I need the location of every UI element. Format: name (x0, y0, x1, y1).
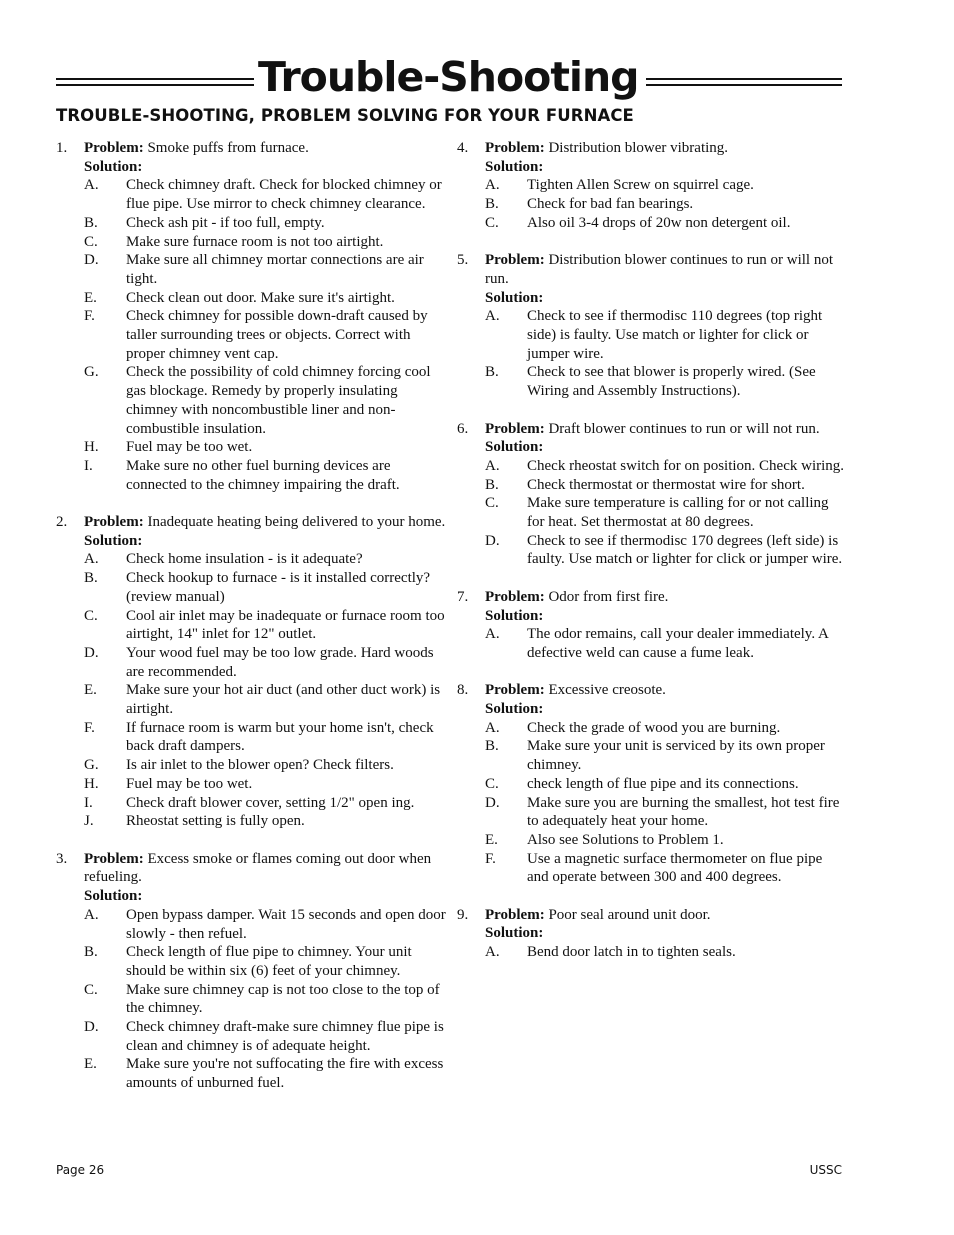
solution-item (56, 289, 446, 308)
solution-text: check length of flue pipe and its connections. (527, 775, 799, 792)
solution-item (56, 457, 446, 494)
solution-letter: C. (84, 981, 98, 998)
problem-block (56, 513, 446, 831)
problem-label: Problem: (84, 514, 144, 531)
problem-line (457, 588, 847, 607)
solution-label: Solution: (485, 158, 544, 175)
problem-number: 6. (457, 420, 469, 437)
solution-text: Make sure all chimney mortar connections are air tight. (126, 252, 424, 287)
solution-item (457, 363, 847, 400)
problem-label: Problem: (485, 588, 545, 605)
problem-number: 5. (457, 252, 469, 269)
solution-text: Check to see that blower is properly wired. (See Wiring and Assembly Instructions). (527, 364, 816, 400)
solution-text: Is air inlet to the blower open? Check filters. (126, 757, 394, 774)
solution-text: Check chimney for possible down-draft caused by taller surrounding trees or objects. Correct with proper chimney vent cap. (126, 308, 428, 362)
solution-item (56, 214, 446, 233)
problem-block (457, 681, 847, 887)
solution-item (56, 569, 446, 606)
solution-item (56, 1018, 446, 1055)
solution-text: Check draft blower cover, setting 1/2" open ing. (126, 794, 415, 811)
page-title: Trouble-Shooting (258, 53, 639, 101)
problem-number: 2. (56, 514, 68, 531)
solution-text: Check the possibility of cold chimney forcing cool gas blockage. Remedy by properly insulating chimney with noncombustible liner and non- combustible insulation. (126, 364, 431, 437)
solution-text: Check thermostat or thermostat wire for short. (527, 476, 805, 493)
solution-text: Rheostat setting is fully open. (126, 813, 305, 830)
solution-letter: B. (485, 196, 499, 213)
solution-item (56, 775, 446, 794)
problem-text (56, 850, 446, 887)
solution-item (56, 176, 446, 213)
solution-label: Solution: (485, 607, 544, 624)
solution-text: Check chimney draft. Check for blocked chimney or flue pipe. Use mirror to check chimney clearance. (126, 177, 442, 213)
solution-letter: B. (84, 944, 98, 961)
problem-description: Poor seal around unit door. (548, 906, 711, 923)
solution-label: Solution: (84, 532, 143, 549)
solution-text: Tighten Allen Screw on squirrel cage. (527, 177, 754, 194)
problem-block (457, 420, 847, 570)
solution-text: The odor remains, call your dealer immediately. A defective weld can cause a fume leak. (527, 626, 829, 661)
section-heading: TROUBLE-SHOOTING, PROBLEM SOLVING FOR YOUR FURNACE (56, 106, 634, 125)
solution-text: Check to see if thermodisc 110 degrees (top right side) is faulty. Use match or lighter for click or jumper wire. (527, 308, 823, 362)
solution-text: Check hookup to furnace - is it installed correctly? (review manual) (126, 570, 431, 605)
solution-item (56, 251, 446, 288)
solution-item (457, 457, 847, 476)
solution-item (56, 644, 446, 681)
problem-line (457, 139, 847, 158)
solution-item (56, 812, 446, 831)
solution-letter: A. (485, 944, 500, 961)
problem-label: Problem: (485, 420, 545, 437)
solution-item (56, 756, 446, 775)
solution-text: Use a magnetic surface thermometer on flue pipe and operate between 300 and 400 degrees. (527, 850, 823, 886)
solution-item (56, 681, 446, 718)
publisher-mark: USSC (809, 1163, 842, 1177)
solution-letter: A. (84, 177, 99, 194)
right-column (457, 139, 847, 981)
solution-text: Check for bad fan bearings. (527, 196, 694, 213)
problem-number: 9. (457, 906, 469, 923)
problem-text (457, 906, 847, 925)
solution-letter: D. (485, 794, 500, 811)
page-number: Page 26 (56, 1163, 105, 1177)
solution-letter: I. (84, 457, 93, 474)
solution-letter: A. (485, 457, 500, 474)
problem-text (56, 513, 446, 532)
problem-text (457, 420, 847, 439)
problem-description: Excess smoke or flames coming out door when refueling. (84, 850, 432, 886)
solution-text: Make sure your hot air duct (and other duct work) is airtight. (126, 682, 441, 718)
solution-text: Your wood fuel may be too low grade. Hard woods are recommended. (126, 644, 434, 680)
solution-text: Check rheostat switch for on position. Check wiring. (527, 457, 845, 474)
solution-letter: E. (84, 682, 97, 699)
solution-label: Solution: (84, 158, 143, 175)
problem-block (457, 139, 847, 233)
problem-label: Problem: (485, 906, 545, 923)
solution-text: If furnace room is warm but your home isn't, check back draft dampers. (126, 719, 434, 755)
solution-letter: A. (485, 626, 500, 643)
solution-letter: C. (485, 495, 499, 512)
solution-text: Make sure temperature is calling for or not calling for heat. Set thermostat at 80 degrees. (527, 495, 829, 531)
problem-label: Problem: (485, 682, 545, 699)
solution-label: Solution: (84, 888, 143, 905)
solution-letter: C. (84, 607, 98, 624)
solution-text: Make sure no other fuel burning devices are connected to the chimney impairing the draft. (126, 457, 400, 493)
problem-label: Problem: (485, 252, 545, 269)
problem-text (457, 588, 847, 607)
solution-text: Check home insulation - is it adequate? (126, 551, 363, 568)
solution-item (457, 737, 847, 774)
problem-description: Excessive creosote. (548, 682, 666, 699)
problem-number: 8. (457, 682, 469, 699)
problem-description: Distribution blower continues to run or will not run. (485, 252, 834, 287)
problem-text (56, 139, 446, 158)
solution-text: Make sure you are burning the smallest, hot test fire to adequately heat your home. (527, 794, 840, 830)
solution-letter: E. (84, 289, 97, 306)
solution-letter: H. (84, 775, 99, 792)
solution-item (56, 906, 446, 943)
solution-letter: G. (84, 364, 99, 381)
solution-item (56, 1055, 446, 1092)
problem-line (56, 850, 446, 887)
solution-item (56, 233, 446, 252)
solution-letter: B. (84, 570, 98, 587)
solution-letter: F. (84, 719, 95, 736)
solution-text: Check length of flue pipe to chimney. Your unit should be within six (6) feet of your chimney. (126, 944, 412, 979)
solution-item (56, 363, 446, 438)
solution-item (56, 550, 446, 569)
solution-text: Also oil 3-4 drops of 20w non detergent oil. (527, 214, 791, 231)
solution-item (56, 438, 446, 457)
problem-line (457, 420, 847, 439)
problem-line (56, 513, 446, 532)
problem-text (457, 139, 847, 158)
solution-item (457, 214, 847, 233)
solution-item (457, 719, 847, 738)
problem-text (457, 681, 847, 700)
problem-line (457, 906, 847, 925)
solution-item (56, 607, 446, 644)
problem-description: Inadequate heating being delivered to your home. (147, 514, 446, 531)
problem-line (457, 681, 847, 700)
problem-line (457, 251, 847, 288)
solution-text: Open bypass damper. Wait 15 seconds and open door slowly - then refuel. (126, 906, 446, 942)
solution-letter: A. (84, 551, 99, 568)
solution-letter: B. (84, 214, 98, 231)
solution-letter: A. (485, 308, 500, 325)
problem-number: 3. (56, 850, 68, 867)
solution-letter: B. (485, 364, 499, 381)
solution-item (457, 476, 847, 495)
solution-label: Solution: (485, 701, 544, 718)
solution-letter: A. (84, 906, 99, 923)
solution-item (457, 195, 847, 214)
solution-label: Solution: (485, 289, 544, 306)
solution-letter: E. (84, 1056, 97, 1073)
problem-block (457, 251, 847, 401)
problem-label: Problem: (84, 850, 144, 867)
solution-letter: E. (485, 831, 498, 848)
solution-item (457, 625, 847, 662)
solution-letter: C. (84, 233, 98, 250)
solution-item (56, 794, 446, 813)
solution-letter: D. (84, 252, 99, 269)
solution-text: Check chimney draft-make sure chimney flue pipe is clean and chimney is of adequate height. (126, 1019, 444, 1054)
solution-letter: G. (84, 757, 99, 774)
solution-item (457, 775, 847, 794)
problem-number: 1. (56, 140, 68, 156)
problem-block (457, 588, 847, 663)
solution-text: Also see Solutions to Problem 1. (527, 831, 724, 848)
problem-label: Problem: (84, 140, 144, 156)
solution-letter: F. (84, 308, 95, 325)
solution-item (457, 532, 847, 569)
solution-letter: J. (84, 813, 94, 830)
solution-letter: B. (485, 476, 499, 493)
problem-description: Distribution blower vibrating. (548, 140, 729, 156)
solution-text: Make sure you're not suffocating the fire with excess amounts of unburned fuel. (126, 1056, 444, 1092)
problem-description: Smoke puffs from furnace. (147, 140, 309, 156)
problem-number: 4. (457, 140, 469, 156)
problem-block (56, 850, 446, 1093)
solution-letter: D. (84, 1019, 99, 1036)
problem-block (56, 139, 446, 494)
solution-item (56, 719, 446, 756)
solution-text: Fuel may be too wet. (126, 775, 253, 792)
solution-text: Fuel may be too wet. (126, 439, 253, 456)
solution-letter: F. (485, 850, 496, 867)
solution-letter: D. (84, 644, 99, 661)
solution-text: Check the grade of wood you are burning. (527, 719, 781, 736)
solution-text: Make sure your unit is serviced by its own proper chimney. (527, 738, 825, 774)
solution-item (457, 307, 847, 363)
title-bar (56, 52, 842, 102)
solution-letter: A. (485, 719, 500, 736)
solution-item (457, 176, 847, 195)
solution-text: Make sure furnace room is not too airtight. (126, 233, 384, 250)
solution-item (457, 494, 847, 531)
left-column (56, 139, 446, 1112)
solution-item (457, 831, 847, 850)
solution-letter: C. (485, 775, 499, 792)
solution-letter: H. (84, 439, 99, 456)
title-rule-right (646, 78, 842, 90)
title-rule-left (56, 78, 254, 90)
solution-text: Check to see if thermodisc 170 degrees (left side) is faulty. Use match or lighter for click or jumper wire. (527, 532, 843, 568)
problem-text (457, 251, 847, 288)
solution-item (457, 850, 847, 887)
solution-letter: B. (485, 738, 499, 755)
problem-number: 7. (457, 588, 469, 605)
solution-item (457, 943, 847, 962)
problem-description: Odor from first fire. (548, 588, 669, 605)
solution-item (56, 943, 446, 980)
solution-text: Check ash pit - if too full, empty. (126, 214, 325, 231)
solution-letter: C. (485, 214, 499, 231)
solution-label: Solution: (485, 925, 544, 942)
solution-letter: A. (485, 177, 500, 194)
solution-text: Cool air inlet may be inadequate or furnace room too airtight, 14" inlet for 12" outlet. (126, 607, 445, 643)
solution-label: Solution: (485, 439, 544, 456)
solution-letter: D. (485, 532, 500, 549)
problem-block (457, 906, 847, 962)
solution-item (56, 981, 446, 1018)
problem-label: Problem: (485, 140, 545, 156)
solution-text: Make sure chimney cap is not too close to the top of the chimney. (126, 981, 440, 1017)
solution-letter: I. (84, 794, 93, 811)
solution-item (56, 307, 446, 363)
solution-text: Bend door latch in to tighten seals. (527, 944, 736, 961)
solution-text: Check clean out door. Make sure it's airtight. (126, 289, 395, 306)
solution-item (457, 794, 847, 831)
problem-line (56, 139, 446, 158)
problem-description: Draft blower continues to run or will not run. (548, 420, 820, 437)
